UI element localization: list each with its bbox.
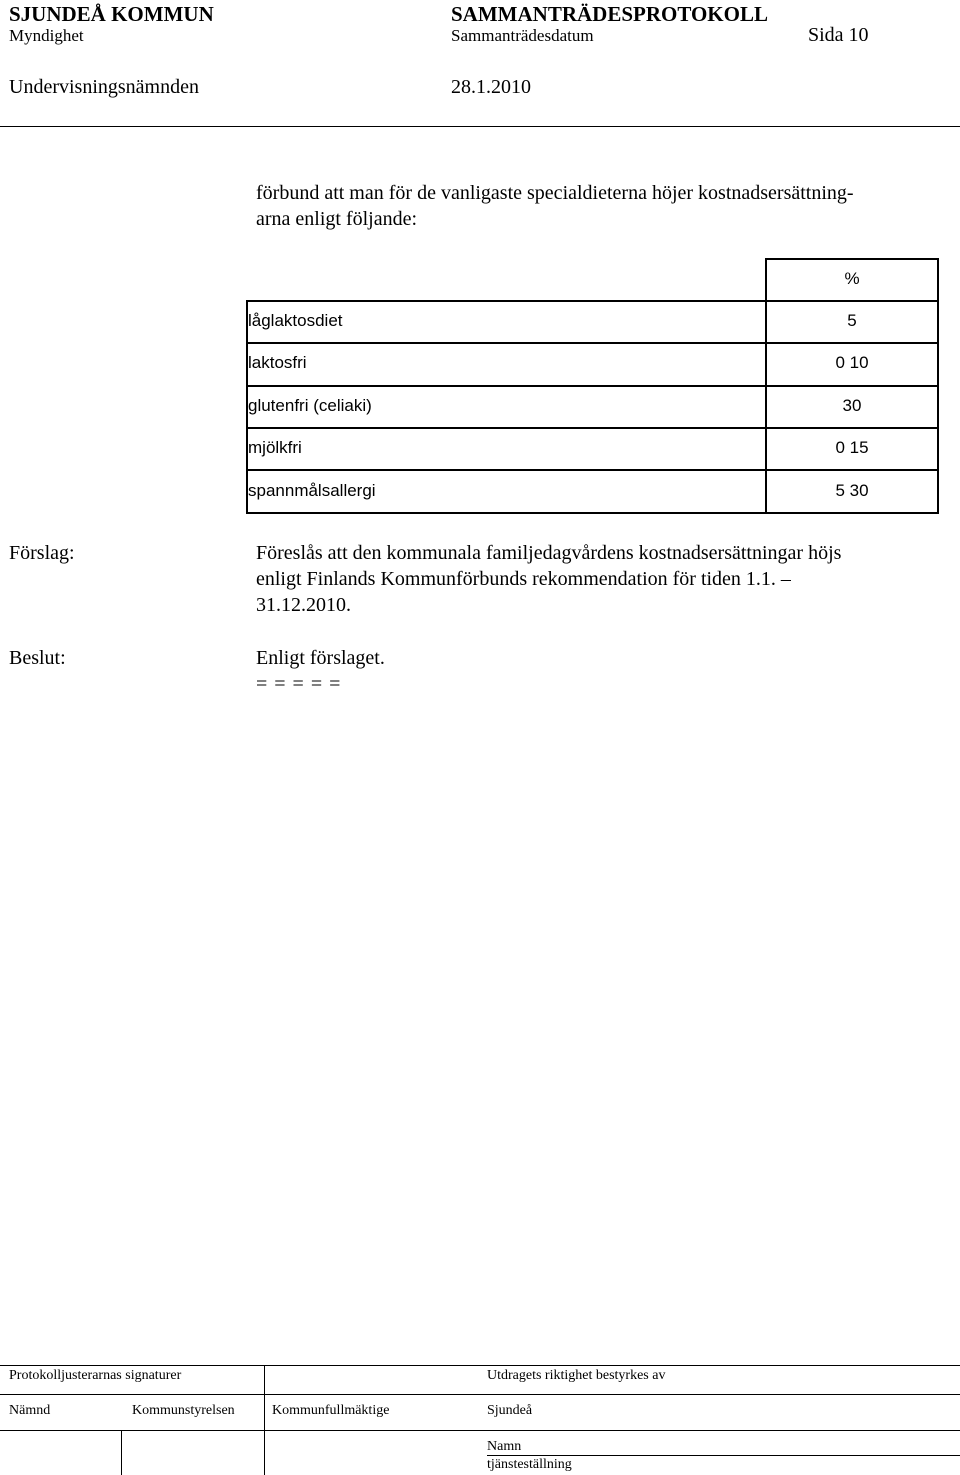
decision-label: Beslut: xyxy=(9,647,66,669)
table-cell-percent: 0 15 xyxy=(835,438,869,457)
table-row-line xyxy=(246,427,939,429)
proposal-line-2: enligt Finlands Kommunförbunds rekommendation för tiden 1.1. – xyxy=(256,568,791,590)
table-top-border xyxy=(765,258,939,260)
proposal-label: Förslag: xyxy=(9,542,75,564)
header-rule xyxy=(0,126,960,127)
table-cell-percent: 0 10 xyxy=(835,353,869,372)
authority-label: Myndighet xyxy=(9,26,84,45)
intro-line-1: förbund att man för de vanligaste specialdieterna höjer kostnadsersättning- xyxy=(256,182,854,204)
table-row-line xyxy=(246,300,939,302)
place-label: Sjundeå xyxy=(487,1403,533,1418)
table-cell-diet: låglaktosdiet xyxy=(248,311,343,330)
meeting-date: 28.1.2010 xyxy=(451,76,531,98)
table-bottom-border xyxy=(246,512,939,514)
footer-name-rule xyxy=(487,1455,960,1456)
footer-col-divider xyxy=(121,1430,122,1475)
position-label: tjänsteställning xyxy=(487,1457,572,1472)
table-row-line xyxy=(246,385,939,387)
footer-row-rule xyxy=(0,1430,960,1431)
authority-name: Undervisningsnämnden xyxy=(9,76,199,98)
date-label: Sammanträdesdatum xyxy=(451,26,594,45)
intro-line-2: arna enligt följande: xyxy=(256,208,418,230)
footer-col-divider xyxy=(264,1366,265,1475)
name-label: Namn xyxy=(487,1439,522,1454)
table-cell-diet: spannmålsallergi xyxy=(248,481,376,500)
proposal-line-3: 31.12.2010. xyxy=(256,594,351,616)
proposal-line-1: Föreslås att den kommunala familjedagvårdens kostnadsersättningar höjs xyxy=(256,542,842,564)
table-cell-diet: laktosfri xyxy=(248,353,307,372)
signatures-label: Protokolljusterarnas signaturer xyxy=(9,1368,182,1383)
table-row-line xyxy=(246,342,939,344)
footer-row-rule xyxy=(0,1394,960,1395)
end-separator: = = = = = xyxy=(256,673,342,695)
decision-text: Enligt förslaget. xyxy=(256,647,385,669)
namnd-label: Nämnd xyxy=(9,1403,51,1418)
kommunstyrelsen-label: Kommunstyrelsen xyxy=(132,1403,235,1418)
doc-type: SAMMANTRÄDESPROTOKOLL xyxy=(451,2,768,26)
table-header-percent: % xyxy=(844,269,860,288)
org-name: SJUNDEÅ KOMMUN xyxy=(9,2,214,26)
table-cell-percent: 5 xyxy=(847,311,857,330)
table-cell-percent: 5 30 xyxy=(835,481,869,500)
kommunfullmaktige-label: Kommunfullmäktige xyxy=(272,1403,390,1418)
page-number: Sida 10 xyxy=(808,24,869,46)
certified-label: Utdragets riktighet bestyrkes av xyxy=(487,1368,666,1383)
table-row-line xyxy=(246,469,939,471)
table-cell-diet: glutenfri (celiaki) xyxy=(248,396,372,415)
table-cell-diet: mjölkfri xyxy=(248,438,302,457)
footer-top-rule xyxy=(0,1365,960,1366)
table-cell-percent: 30 xyxy=(842,396,862,415)
